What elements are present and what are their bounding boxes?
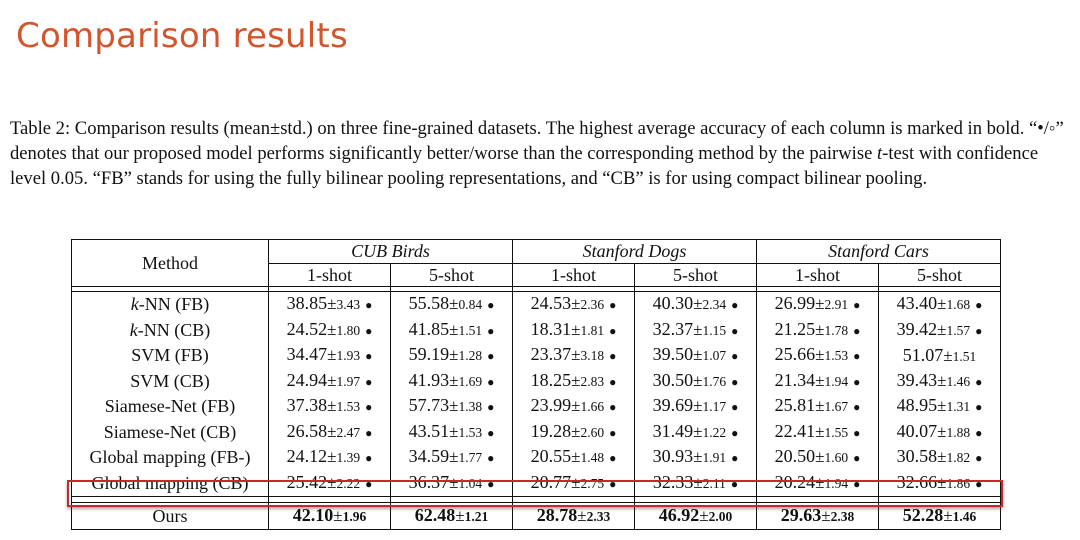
cell-std: 2.33 (586, 509, 611, 524)
plus-minus-symbol: ± (815, 294, 825, 313)
cell-mean: 34.59 (408, 446, 450, 466)
method-name: Ours (72, 503, 269, 530)
table-cell (757, 445, 879, 471)
plus-minus-symbol: ± (699, 506, 709, 525)
table-cell (513, 318, 635, 344)
plus-minus-symbol: ± (815, 345, 825, 364)
plus-minus-symbol: ± (327, 345, 337, 364)
significance-marker: ● (975, 374, 983, 389)
cell-std: 1.55 (824, 424, 849, 440)
cell-std: 2.22 (336, 475, 361, 491)
significance-marker: ● (487, 298, 495, 312)
cell-mean: 38.85 (286, 293, 328, 313)
significance-marker: ● (365, 374, 373, 389)
plus-minus-symbol: ± (571, 472, 581, 492)
shot-header: 1-shot (513, 264, 635, 287)
dataset-header-cub: CUB Birds (269, 240, 513, 264)
significance-marker: ● (975, 476, 983, 491)
table-cell (879, 369, 1001, 395)
table-cell (269, 369, 391, 395)
cell-std: 1.53 (458, 424, 483, 440)
table-cell (391, 471, 513, 497)
plus-minus-symbol: ± (693, 447, 703, 466)
significance-marker: ● (853, 400, 861, 414)
significance-marker: ● (487, 400, 495, 414)
plus-minus-symbol: ± (937, 447, 947, 466)
cell-mean: 39.42 (896, 318, 938, 339)
plus-minus-symbol: ± (449, 472, 459, 492)
shot-header: 5-shot (635, 264, 757, 287)
method-name: Siamese-Net (CB) (72, 420, 269, 446)
cell-mean: 29.63 (780, 505, 822, 525)
cell-std: 1.53 (336, 399, 361, 414)
cell-std: 1.46 (946, 373, 971, 389)
cell-std: 1.82 (946, 450, 971, 465)
table-cell (879, 343, 1001, 369)
dataset-header-dogs: Stanford Dogs (513, 240, 757, 264)
table-row (72, 471, 1001, 497)
cell-std: 1.94 (824, 475, 849, 491)
significance-marker: ● (487, 349, 495, 363)
table-cell (391, 503, 513, 530)
significance-marker: ● (731, 323, 739, 338)
table-cell (635, 369, 757, 395)
table-cell (269, 292, 391, 318)
results-table (71, 239, 1001, 530)
significance-marker: ● (365, 323, 373, 338)
cell-std: 1.07 (702, 348, 727, 363)
plus-minus-symbol: ± (327, 319, 337, 339)
significance-marker: ● (730, 476, 739, 491)
cell-std: 1.48 (580, 450, 605, 465)
plus-minus-symbol: ± (937, 370, 947, 390)
significance-marker: ● (609, 323, 617, 338)
significance-marker: ● (975, 400, 983, 414)
cell-std: 1.97 (336, 373, 361, 389)
cell-mean: 40.07 (896, 420, 938, 441)
table-row (72, 394, 1001, 420)
plus-minus-symbol: ± (449, 396, 459, 415)
cell-std: 1.53 (824, 348, 849, 363)
table-cell (269, 343, 391, 369)
table-cell (391, 445, 513, 471)
cell-std: 2.83 (580, 373, 605, 389)
cell-mean: 46.92 (658, 505, 700, 525)
cell-mean: 31.49 (652, 420, 694, 441)
cell-mean: 30.58 (896, 446, 938, 466)
method-name: Siamese-Net (FB) (72, 394, 269, 420)
cell-std: 1.21 (464, 509, 489, 524)
cell-std: 2.60 (580, 424, 605, 440)
cell-mean: 26.99 (774, 293, 816, 313)
plus-minus-symbol: ± (327, 396, 337, 415)
cell-std: 2.91 (824, 297, 849, 312)
caption-text: Table 2: Comparison results (mean±std.) on three fine-grained datasets. The highest average accuracy of each column is marked in bold. “•/◦” denotes that our proposed model performs significantly better/worse than the corresponding method by the pairwise t-test with confidence level 0.05. “FB” stands for using the fully bilinear pooling representations, and “CB” is for using compact bilinear pooling. (10, 118, 1064, 189)
method-name: k-NN (FB) (72, 292, 269, 318)
cell-std: 2.34 (702, 297, 727, 312)
method-name: Global mapping (FB-) (72, 445, 269, 471)
cell-mean: 39.50 (652, 344, 694, 364)
cell-mean: 32.66 (896, 471, 938, 492)
table-cell (879, 503, 1001, 530)
cell-std: 1.91 (702, 450, 727, 465)
plus-minus-symbol: ± (815, 396, 825, 415)
cell-std: 1.77 (458, 450, 483, 465)
significance-marker: ● (975, 451, 983, 465)
cell-std: 1.57 (946, 322, 971, 338)
cell-std: 1.68 (946, 297, 971, 312)
plus-minus-symbol: ± (693, 319, 703, 339)
significance-marker: ● (853, 349, 861, 363)
cell-std: 1.88 (946, 424, 971, 440)
cell-std: 0.84 (458, 297, 483, 312)
cell-std: 2.00 (708, 509, 733, 524)
table-cell (757, 343, 879, 369)
cell-mean: 20.24 (774, 471, 816, 492)
significance-marker: ● (609, 476, 617, 491)
shot-header: 5-shot (879, 264, 1001, 287)
cell-std: 2.47 (336, 424, 361, 440)
cell-mean: 20.50 (774, 446, 816, 466)
plus-minus-symbol: ± (937, 294, 947, 313)
ours-row (72, 503, 1001, 530)
table-cell (391, 420, 513, 446)
cell-mean: 18.25 (530, 369, 572, 390)
plus-minus-symbol: ± (815, 319, 825, 339)
significance-marker: ● (853, 451, 861, 465)
plus-minus-symbol: ± (327, 421, 337, 441)
significance-marker: ● (731, 400, 739, 414)
cell-mean: 36.37 (408, 471, 450, 492)
table-row (72, 343, 1001, 369)
cell-mean: 24.12 (286, 446, 328, 466)
plus-minus-symbol: ± (815, 421, 825, 441)
significance-marker: ● (853, 425, 861, 440)
plus-minus-symbol: ± (571, 396, 581, 415)
table-cell (391, 369, 513, 395)
cell-std: 1.66 (580, 399, 605, 414)
cell-std: 1.60 (824, 450, 849, 465)
table-cell (757, 503, 879, 530)
significance-marker: ● (609, 451, 617, 465)
cell-mean: 37.38 (286, 395, 328, 415)
cell-mean: 41.93 (408, 369, 450, 390)
table-cell (635, 318, 757, 344)
cell-std: 1.31 (946, 399, 971, 414)
significance-marker: ● (487, 425, 495, 440)
table-cell (757, 394, 879, 420)
table-cell (879, 318, 1001, 344)
table-cell (269, 394, 391, 420)
table-row (72, 318, 1001, 344)
table-header (72, 240, 1001, 287)
cell-mean: 57.73 (408, 395, 450, 415)
cell-mean: 55.58 (408, 293, 450, 313)
cell-std: 1.28 (458, 348, 483, 363)
cell-mean: 34.47 (286, 344, 328, 364)
cell-mean: 32.33 (652, 471, 694, 492)
method-name: SVM (CB) (72, 369, 269, 395)
cell-std: 1.93 (336, 348, 361, 363)
plus-minus-symbol: ± (449, 294, 459, 313)
significance-marker: ● (975, 425, 983, 440)
significance-marker: ● (609, 298, 617, 312)
table-cell (757, 369, 879, 395)
cell-std: 3.18 (580, 348, 605, 363)
table-cell (391, 318, 513, 344)
plus-minus-symbol: ± (577, 506, 587, 525)
table-cell (635, 445, 757, 471)
significance-marker: ● (731, 451, 739, 465)
table-cell (635, 292, 757, 318)
significance-marker: ● (731, 374, 739, 389)
significance-marker: ● (609, 400, 617, 414)
table-cell (269, 503, 391, 530)
plus-minus-symbol: ± (571, 370, 581, 390)
plus-minus-symbol: ± (937, 396, 947, 415)
method-name: SVM (FB) (72, 343, 269, 369)
table-cell (757, 292, 879, 318)
significance-marker: ● (853, 323, 861, 338)
plus-minus-symbol: ± (449, 447, 459, 466)
table-row (72, 292, 1001, 318)
cell-mean: 32.37 (652, 318, 694, 339)
plus-minus-symbol: ± (943, 506, 953, 525)
plus-minus-symbol: ± (449, 421, 459, 441)
results-table-container (71, 239, 1001, 530)
cell-std: 1.81 (580, 322, 605, 338)
table-cell (513, 471, 635, 497)
significance-marker: ● (853, 476, 861, 491)
cell-std: 1.94 (824, 373, 849, 389)
cell-mean: 21.34 (774, 369, 816, 390)
cell-std: 1.39 (336, 450, 361, 465)
cell-mean: 24.52 (286, 318, 328, 339)
plus-minus-symbol: ± (333, 506, 343, 525)
plus-minus-symbol: ± (815, 447, 825, 466)
cell-mean: 39.43 (896, 369, 938, 390)
table-cell (269, 445, 391, 471)
cell-mean: 25.81 (774, 395, 816, 415)
cell-mean: 43.40 (896, 293, 938, 313)
ours-section (72, 503, 1001, 530)
cell-mean: 51.07 (902, 344, 944, 365)
significance-marker: ● (365, 400, 373, 414)
dataset-header-cars: Stanford Cars (757, 240, 1001, 264)
plus-minus-symbol: ± (449, 345, 459, 364)
table-cell (269, 471, 391, 497)
plus-minus-symbol: ± (943, 345, 953, 365)
cell-mean: 28.78 (536, 505, 578, 525)
plus-minus-symbol: ± (693, 472, 703, 492)
table-cell (513, 445, 635, 471)
table-cell (757, 471, 879, 497)
plus-minus-symbol: ± (693, 294, 703, 313)
cell-std: 2.38 (830, 509, 855, 524)
table-row (72, 369, 1001, 395)
cell-mean: 43.51 (408, 420, 450, 441)
shot-header: 1-shot (269, 264, 391, 287)
plus-minus-symbol: ± (937, 421, 947, 441)
table-cell (513, 420, 635, 446)
plus-minus-symbol: ± (327, 294, 337, 313)
cell-mean: 30.93 (652, 446, 694, 466)
significance-marker: ● (853, 374, 861, 389)
table-row (72, 445, 1001, 471)
table-cell (757, 318, 879, 344)
cell-mean: 21.25 (774, 318, 816, 339)
cell-mean: 30.50 (652, 369, 694, 390)
table-cell (513, 292, 635, 318)
cell-mean: 26.58 (286, 420, 328, 441)
plus-minus-symbol: ± (327, 370, 337, 390)
plus-minus-symbol: ± (815, 370, 825, 390)
plus-minus-symbol: ± (821, 506, 831, 525)
plus-minus-symbol: ± (937, 319, 947, 339)
plus-minus-symbol: ± (571, 447, 581, 466)
significance-marker: ● (609, 349, 617, 363)
method-name: k-NN (CB) (72, 318, 269, 344)
cell-mean: 19.28 (530, 420, 572, 441)
cell-mean: 25.66 (774, 344, 816, 364)
plus-minus-symbol: ± (693, 396, 703, 415)
cell-std: 2.75 (580, 475, 605, 491)
cell-std: 2.11 (702, 475, 726, 491)
table-cell (879, 292, 1001, 318)
cell-mean: 24.53 (530, 293, 572, 313)
table-cell (513, 503, 635, 530)
significance-marker: ● (487, 323, 495, 338)
cell-std: 1.67 (824, 399, 849, 414)
significance-marker: ● (731, 298, 739, 312)
significance-marker: ● (365, 451, 373, 465)
method-header: Method (72, 240, 269, 287)
cell-mean: 24.94 (286, 369, 328, 390)
significance-marker: ● (731, 349, 739, 363)
table-cell (391, 394, 513, 420)
significance-marker: ● (365, 298, 373, 312)
table-cell (879, 445, 1001, 471)
cell-mean: 41.85 (408, 318, 450, 339)
cell-std: 1.22 (702, 424, 727, 440)
cell-mean: 62.48 (414, 505, 456, 525)
plus-minus-symbol: ± (449, 370, 459, 390)
cell-std: 1.86 (946, 475, 971, 491)
cell-std: 1.04 (458, 475, 483, 491)
table-cell (513, 394, 635, 420)
table-cell (635, 343, 757, 369)
significance-marker: ● (487, 476, 495, 491)
cell-mean: 23.37 (530, 344, 572, 364)
significance-marker: ● (487, 451, 495, 465)
significance-marker: ● (609, 374, 617, 389)
cell-mean: 23.99 (530, 395, 572, 415)
table-cell (879, 471, 1001, 497)
plus-minus-symbol: ± (455, 506, 465, 525)
table-body (72, 292, 1001, 497)
significance-marker: ● (365, 349, 373, 363)
plus-minus-symbol: ± (449, 319, 459, 339)
cell-std: 1.46 (952, 509, 977, 524)
table-row (72, 420, 1001, 446)
significance-marker: ● (975, 298, 983, 312)
table-cell (391, 343, 513, 369)
plus-minus-symbol: ± (937, 472, 947, 492)
significance-marker: ● (975, 323, 983, 338)
plus-minus-symbol: ± (571, 421, 581, 441)
significance-marker: ● (487, 374, 495, 389)
plus-minus-symbol: ± (815, 472, 825, 492)
significance-marker: ● (365, 476, 373, 491)
table-cell (635, 503, 757, 530)
cell-mean: 20.55 (530, 446, 572, 466)
table-cell (269, 420, 391, 446)
plus-minus-symbol: ± (693, 345, 703, 364)
cell-std: 1.76 (702, 373, 727, 389)
cell-mean: 20.77 (530, 471, 572, 492)
cell-std: 1.15 (702, 322, 727, 338)
cell-std: 1.38 (458, 399, 483, 414)
cell-std: 3.43 (336, 297, 361, 312)
significance-marker: ● (365, 425, 373, 440)
cell-mean: 59.19 (408, 344, 450, 364)
table-cell (879, 394, 1001, 420)
plus-minus-symbol: ± (327, 447, 337, 466)
cell-mean: 39.69 (652, 395, 694, 415)
cell-std: 1.78 (824, 322, 849, 338)
table-cell (879, 420, 1001, 446)
table-cell (269, 318, 391, 344)
significance-marker: ● (731, 425, 739, 440)
significance-marker: ● (853, 298, 861, 312)
table-cell (391, 292, 513, 318)
cell-mean: 22.41 (774, 420, 816, 441)
significance-marker: ● (609, 425, 617, 440)
cell-mean: 25.42 (286, 471, 328, 492)
shot-header: 1-shot (757, 264, 879, 287)
plus-minus-symbol: ± (571, 319, 581, 339)
table-cell (635, 471, 757, 497)
cell-mean: 48.95 (896, 395, 938, 415)
shot-header: 5-shot (391, 264, 513, 287)
table-cell (757, 420, 879, 446)
method-name: Global mapping (CB) (72, 471, 269, 497)
plus-minus-symbol: ± (693, 421, 703, 441)
cell-mean: 52.28 (902, 505, 944, 525)
slide-title: Comparison results (16, 16, 348, 56)
cell-std: 2.36 (580, 297, 605, 312)
plus-minus-symbol: ± (327, 472, 337, 492)
plus-minus-symbol: ± (571, 294, 581, 313)
cell-mean: 40.30 (652, 293, 694, 313)
cell-mean: 18.31 (530, 318, 572, 339)
cell-std: 1.69 (458, 373, 483, 389)
cell-std: 1.17 (702, 399, 727, 414)
table-cell (635, 420, 757, 446)
plus-minus-symbol: ± (571, 345, 581, 364)
cell-mean: 42.10 (292, 505, 334, 525)
plus-minus-symbol: ± (693, 370, 703, 390)
table-cell (513, 343, 635, 369)
table-caption (10, 116, 1066, 191)
table-cell (513, 369, 635, 395)
cell-std: 1.51 (952, 348, 977, 364)
table-cell (635, 394, 757, 420)
cell-std: 1.96 (342, 509, 367, 524)
cell-std: 1.51 (458, 322, 483, 338)
cell-std: 1.80 (336, 322, 361, 338)
